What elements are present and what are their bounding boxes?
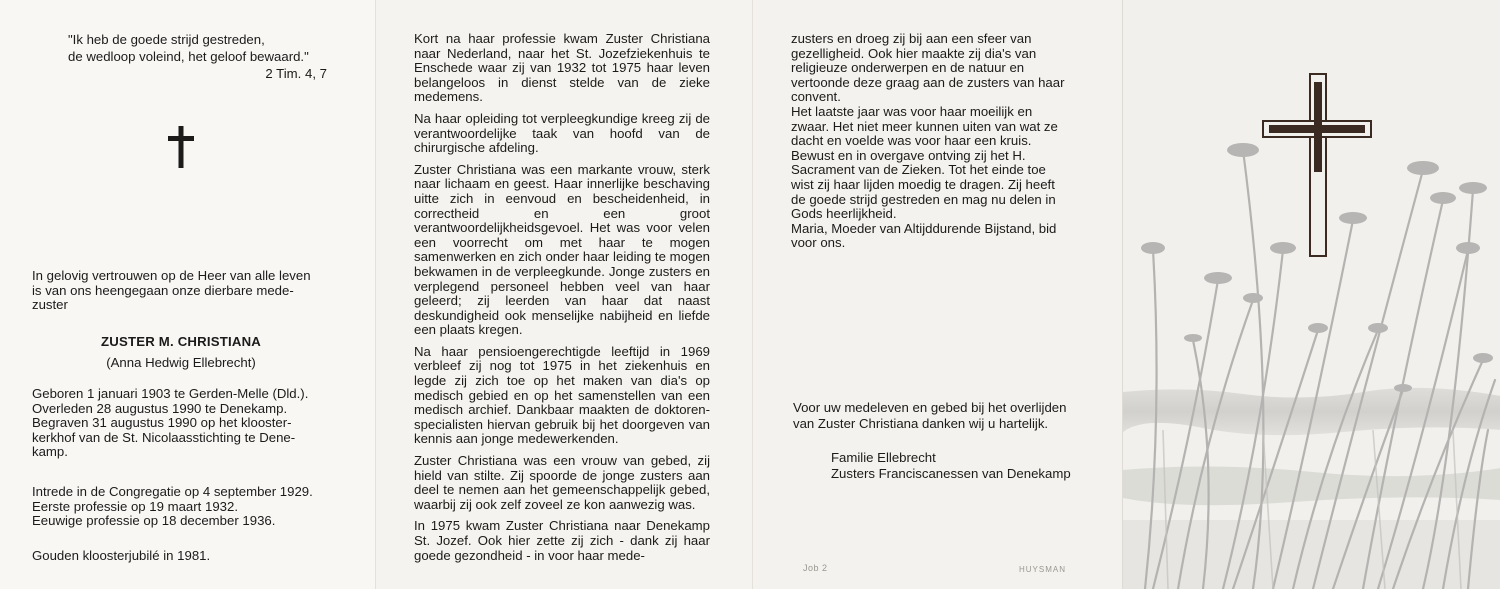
religious-line: Intrede in de Congregatie op 4 september 1929.	[32, 484, 313, 499]
biography-line: Bewust en in overgave ontving zij het H.	[791, 147, 1026, 163]
intro-text	[32, 269, 330, 313]
intro-line: is van ons heengegaan onze dierbare mede-	[32, 282, 294, 298]
panel-inner-left	[375, 0, 752, 589]
panel-inner-right	[752, 0, 1122, 589]
biography-line: Het laatste jaar was voor haar moeilijk en	[791, 103, 1033, 119]
biography-line: Maria, Moeder van Altijddurende Bijstand, bid	[791, 220, 1057, 236]
biography-line: religieuze onderwerpen en de natuur en	[791, 60, 1025, 76]
thanks-line: van Zuster Christiana danken wij u hartelijk.	[793, 416, 1049, 431]
jubilee-text: Gouden kloosterjubilé in 1981.	[32, 548, 211, 563]
date-line: Begraven 31 augustus 1990 op het klooster-	[32, 415, 292, 431]
quote-line-2: de wedloop voleind, het geloof bewaard."	[68, 49, 309, 64]
life-dates	[32, 387, 328, 460]
quote-reference: 2 Tim. 4, 7	[265, 66, 327, 81]
plants-water-illustration	[1123, 0, 1500, 589]
biography-column-2	[791, 32, 1083, 251]
biography-line: Sacrament van de Zieken. Tot het einde toe	[791, 162, 1046, 178]
date-line: Geboren 1 januari 1903 te Gerden-Melle (Dld.).	[32, 386, 309, 401]
biography-line: Gods heerlijkheid.	[791, 206, 897, 222]
quote-line-1: "Ik heb de goede strijd gestreden,	[68, 32, 265, 47]
biography-line: gezelligheid. Ook hier maakte zij dia's van	[791, 45, 1037, 61]
biography-line: zwaar. Het niet meer kunnen uiten van wat ze	[791, 118, 1058, 134]
intro-line: In gelovig vertrouwen op de Heer van alle leven	[32, 268, 311, 283]
biography-line: convent.	[791, 89, 841, 105]
thanks-line: Voor uw medeleven en gebed bij het overlijden	[793, 400, 1067, 415]
biography-paragraph: Kort na haar professie kwam Zuster Christiana naar Nederland, naar het St. Jozefziekenhuis te Enschede waar zij van 1932 tot 1975 haar leven belangeloos in dienst stelde van de zieke medemens.	[414, 31, 710, 105]
biography-line: voor ons.	[791, 235, 846, 251]
biography-line: dacht en voelde was voor haar een kruis.	[791, 133, 1032, 149]
intro-line: zuster	[32, 297, 68, 313]
date-line: kamp.	[32, 444, 68, 460]
biography-column-1	[414, 32, 710, 570]
biography-line: vertoonde deze graag aan de zusters van haar	[791, 74, 1065, 90]
biography-paragraph: In 1975 kwam Zuster Christiana naar Denekamp St. Jozef. Ook hier zette zij zich - dank zij haar goede gezondheid - in voor haar mede-	[414, 518, 710, 563]
date-line: Overleden 28 augustus 1990 te Denekamp.	[32, 400, 288, 416]
biography-line: zusters en droeg zij bij aan een sfeer van	[791, 31, 1032, 46]
thanks-text	[793, 400, 1093, 432]
birth-name: (Anna Hedwig Ellebrecht)	[106, 355, 256, 370]
religious-line: Eerste professie op 19 maart 1932.	[32, 498, 238, 514]
crucifix-icon	[1263, 74, 1371, 256]
panel-front-left	[0, 0, 375, 589]
signatories	[831, 450, 1111, 482]
panel-cover-image	[1122, 0, 1500, 589]
biography-paragraph: Na haar opleiding tot verpleegkundige kreeg zij de verantwoordelijke taak van hoofd van de chirurgische afdeling.	[414, 110, 710, 156]
biography-paragraph: Zuster Christiana was een vrouw van gebed, zij hield van stilte. Zij spoorde de jonge zusters aan deel te nemen aan het gemeenschappelijk gebed, waarbij zij ook zelf zoveel ze kon aanwezig was.	[414, 453, 710, 512]
bible-quote	[68, 31, 330, 65]
biography-paragraph: Na haar pensioengerechtigde leeftijd in 1969 verbleef zij nog tot 1975 in het ziekenhuis en legde zij zich toe op het maken van dia's op medisch gebied en op het samenstellen van een medisch archief. Dankbaar maakten de doktoren-specialisten hiervan gebruik bij het doorgeven van kennis aan jonge medewerkenden.	[414, 343, 710, 447]
religious-dates	[32, 485, 332, 529]
family-name: Familie Ellebrecht	[831, 450, 936, 465]
religious-line: Eeuwige professie op 18 december 1936.	[32, 513, 276, 529]
job-code: Job 2	[803, 563, 828, 573]
biography-paragraph: Zuster Christiana was een markante vrouw, sterk naar lichaam en geest. Haar innerlijke beschaving uitte zich in eenvoud en bescheidenheid, in correctheid en een groot verantwoordelijkheidsgevoel. Het was voor velen een voorrecht om met haar te mogen samenwerken en zich onder haar leiding te mogen bekwamen in de verpleegkunde. Jonge zusters en verplegend personeel hebben veel van haar geleerd; zij leerden van haar dat naast deskundigheid ook menselijke nabijheid en liefde een plaats kregen.	[414, 161, 710, 338]
cross-icon	[168, 126, 194, 168]
deceased-name: ZUSTER M. CHRISTIANA	[100, 334, 262, 349]
sisters-name: Zusters Franciscanessen van Denekamp	[831, 466, 1071, 481]
biography-line: de goede strijd gestreden en mag nu delen in	[791, 191, 1056, 207]
date-line: kerkhof van de St. Nicolaasstichting te Dene-	[32, 429, 296, 445]
printer-mark: HUYSMAN	[1019, 565, 1067, 574]
biography-line: wist zij haar lijden moedig te dragen. Zij heeft	[791, 176, 1055, 192]
